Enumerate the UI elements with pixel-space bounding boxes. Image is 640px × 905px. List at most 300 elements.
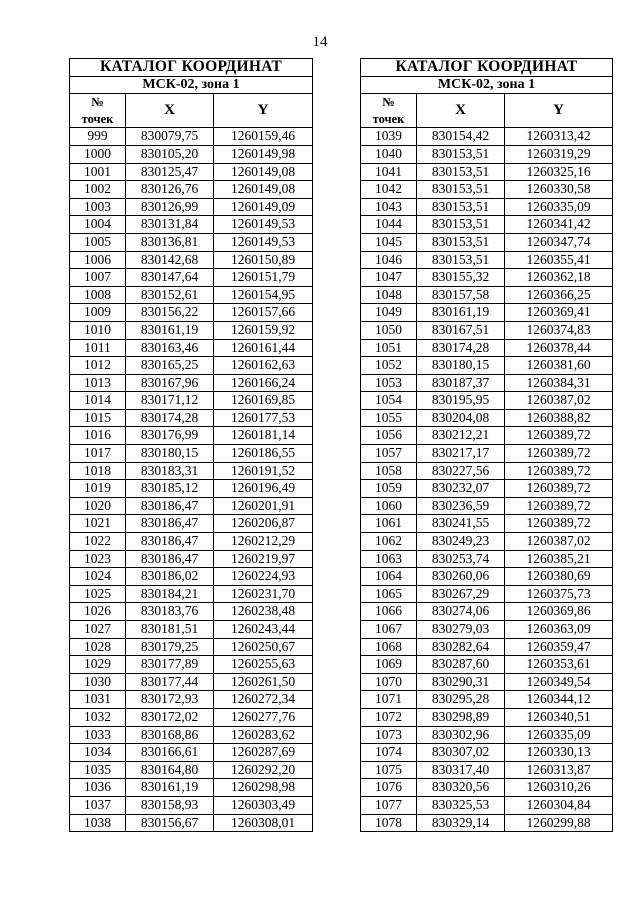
x-coordinate-cell: 830320,56	[417, 779, 505, 797]
x-coordinate-cell: 830183,76	[126, 603, 214, 621]
y-coordinate-cell: 1260277,76	[214, 708, 313, 726]
x-coordinate-cell: 830153,51	[417, 233, 505, 251]
y-coordinate-cell: 1260362,18	[505, 269, 613, 287]
x-coordinate-cell: 830274,06	[417, 603, 505, 621]
y-coordinate-cell: 1260159,46	[214, 128, 313, 146]
table-row	[70, 339, 313, 357]
y-coordinate-cell: 1260389,72	[505, 462, 613, 480]
x-coordinate-cell: 830131,84	[126, 216, 214, 234]
y-coordinate-cell: 1260387,02	[505, 533, 613, 551]
point-number-cell: 1003	[70, 198, 126, 216]
table-row	[361, 409, 613, 427]
x-coordinate-cell: 830164,80	[126, 761, 214, 779]
column-header-point-number	[361, 94, 417, 128]
x-coordinate-cell: 830325,53	[417, 796, 505, 814]
table-row	[70, 744, 313, 762]
table-row	[361, 779, 613, 797]
x-coordinate-cell: 830163,46	[126, 339, 214, 357]
point-number-cell: 1045	[361, 233, 417, 251]
table-row	[361, 638, 613, 656]
table-row	[70, 216, 313, 234]
point-number-cell: 1031	[70, 691, 126, 709]
y-coordinate-cell: 1260344,12	[505, 691, 613, 709]
y-coordinate-cell: 1260389,72	[505, 480, 613, 498]
table-row	[361, 533, 613, 551]
table-row	[70, 321, 313, 339]
table-row	[361, 708, 613, 726]
table-row	[361, 603, 613, 621]
point-number-cell: 1025	[70, 585, 126, 603]
y-coordinate-cell: 1260298,98	[214, 779, 313, 797]
table-row	[70, 638, 313, 656]
y-coordinate-cell: 1260303,49	[214, 796, 313, 814]
table-row	[70, 145, 313, 163]
point-number-cell: 1060	[361, 497, 417, 515]
point-number-cell: 1030	[70, 673, 126, 691]
x-coordinate-cell: 830158,93	[126, 796, 214, 814]
x-coordinate-cell: 830161,19	[126, 779, 214, 797]
table-row	[70, 533, 313, 551]
x-coordinate-cell: 830186,02	[126, 568, 214, 586]
table-row	[361, 251, 613, 269]
y-coordinate-cell: 1260341,42	[505, 216, 613, 234]
point-number-cell: 999	[70, 128, 126, 146]
y-coordinate-cell: 1260151,79	[214, 269, 313, 287]
y-coordinate-cell: 1260304,84	[505, 796, 613, 814]
point-number-cell: 1021	[70, 515, 126, 533]
point-number-cell: 1070	[361, 673, 417, 691]
table-row	[361, 392, 613, 410]
y-coordinate-cell: 1260243,44	[214, 621, 313, 639]
y-coordinate-cell: 1260385,21	[505, 550, 613, 568]
column-header-points-word: точек	[81, 111, 114, 126]
point-number-cell: 1020	[70, 497, 126, 515]
point-number-cell: 1029	[70, 656, 126, 674]
table-row	[70, 286, 313, 304]
y-coordinate-cell: 1260149,09	[214, 198, 313, 216]
table-row	[70, 761, 313, 779]
table-row	[361, 691, 613, 709]
x-coordinate-cell: 830168,86	[126, 726, 214, 744]
point-number-cell: 1006	[70, 251, 126, 269]
point-number-cell: 1051	[361, 339, 417, 357]
point-number-cell: 1057	[361, 445, 417, 463]
point-number-cell: 1063	[361, 550, 417, 568]
y-coordinate-cell: 1260325,16	[505, 163, 613, 181]
x-coordinate-cell: 830136,81	[126, 233, 214, 251]
x-coordinate-cell: 830290,31	[417, 673, 505, 691]
table-row	[361, 621, 613, 639]
table-row	[70, 374, 313, 392]
table-row	[70, 585, 313, 603]
x-coordinate-cell: 830267,29	[417, 585, 505, 603]
x-coordinate-cell: 830126,76	[126, 181, 214, 199]
table-row	[70, 691, 313, 709]
table-row	[70, 779, 313, 797]
coordinate-catalog-left	[69, 58, 313, 832]
point-number-cell: 1061	[361, 515, 417, 533]
y-coordinate-cell: 1260347,74	[505, 233, 613, 251]
y-coordinate-cell: 1260161,44	[214, 339, 313, 357]
column-header-x: X	[126, 94, 214, 128]
point-number-cell: 1071	[361, 691, 417, 709]
table-row	[361, 286, 613, 304]
y-coordinate-cell: 1260154,95	[214, 286, 313, 304]
column-header-y: Y	[214, 94, 313, 128]
point-number-cell: 1054	[361, 392, 417, 410]
x-coordinate-cell: 830307,02	[417, 744, 505, 762]
x-coordinate-cell: 830105,20	[126, 145, 214, 163]
y-coordinate-cell: 1260292,20	[214, 761, 313, 779]
y-coordinate-cell: 1260196,49	[214, 480, 313, 498]
table-row	[361, 656, 613, 674]
table-row	[361, 761, 613, 779]
y-coordinate-cell: 1260238,48	[214, 603, 313, 621]
y-coordinate-cell: 1260389,72	[505, 515, 613, 533]
x-coordinate-cell: 830142,68	[126, 251, 214, 269]
x-coordinate-cell: 830165,25	[126, 357, 214, 375]
table-row	[361, 357, 613, 375]
table-row	[361, 216, 613, 234]
table-row	[70, 796, 313, 814]
x-coordinate-cell: 830126,99	[126, 198, 214, 216]
x-coordinate-cell: 830179,25	[126, 638, 214, 656]
x-coordinate-cell: 830153,51	[417, 181, 505, 199]
y-coordinate-cell: 1260330,13	[505, 744, 613, 762]
x-coordinate-cell: 830186,47	[126, 533, 214, 551]
x-coordinate-cell: 830153,51	[417, 198, 505, 216]
point-number-cell: 1078	[361, 814, 417, 832]
table-row	[361, 673, 613, 691]
table-row	[361, 339, 613, 357]
point-number-cell: 1077	[361, 796, 417, 814]
point-number-cell: 1074	[361, 744, 417, 762]
point-number-cell: 1062	[361, 533, 417, 551]
table-row	[70, 269, 313, 287]
table-row	[361, 374, 613, 392]
y-coordinate-cell: 1260157,66	[214, 304, 313, 322]
point-number-cell: 1011	[70, 339, 126, 357]
x-coordinate-cell: 830153,51	[417, 145, 505, 163]
x-coordinate-cell: 830153,51	[417, 163, 505, 181]
x-coordinate-cell: 830287,60	[417, 656, 505, 674]
catalog-body	[361, 128, 613, 832]
x-coordinate-cell: 830147,64	[126, 269, 214, 287]
catalog-subtitle: МСК-02, зона 1	[70, 76, 313, 94]
table-row	[361, 744, 613, 762]
y-coordinate-cell: 1260363,09	[505, 621, 613, 639]
x-coordinate-cell: 830260,06	[417, 568, 505, 586]
table-row	[70, 462, 313, 480]
y-coordinate-cell: 1260149,98	[214, 145, 313, 163]
x-coordinate-cell: 830195,95	[417, 392, 505, 410]
x-coordinate-cell: 830161,19	[417, 304, 505, 322]
table-row	[70, 304, 313, 322]
x-coordinate-cell: 830227,56	[417, 462, 505, 480]
y-coordinate-cell: 1260250,67	[214, 638, 313, 656]
x-coordinate-cell: 830161,19	[126, 321, 214, 339]
point-number-cell: 1037	[70, 796, 126, 814]
point-number-cell: 1015	[70, 409, 126, 427]
y-coordinate-cell: 1260388,82	[505, 409, 613, 427]
table-row	[70, 181, 313, 199]
table-row	[361, 304, 613, 322]
y-coordinate-cell: 1260319,29	[505, 145, 613, 163]
x-coordinate-cell: 830185,12	[126, 480, 214, 498]
y-coordinate-cell: 1260384,31	[505, 374, 613, 392]
point-number-cell: 1072	[361, 708, 417, 726]
x-coordinate-cell: 830186,47	[126, 550, 214, 568]
column-header-number-sign: №	[91, 95, 104, 110]
table-row	[361, 814, 613, 832]
table-row	[70, 726, 313, 744]
y-coordinate-cell: 1260335,09	[505, 726, 613, 744]
x-coordinate-cell: 830295,28	[417, 691, 505, 709]
point-number-cell: 1012	[70, 357, 126, 375]
table-row	[361, 515, 613, 533]
y-coordinate-cell: 1260330,58	[505, 181, 613, 199]
point-number-cell: 1014	[70, 392, 126, 410]
point-number-cell: 1026	[70, 603, 126, 621]
x-coordinate-cell: 830177,44	[126, 673, 214, 691]
table-row	[70, 550, 313, 568]
point-number-cell: 1039	[361, 128, 417, 146]
table-row	[361, 796, 613, 814]
x-coordinate-cell: 830186,47	[126, 497, 214, 515]
x-coordinate-cell: 830174,28	[417, 339, 505, 357]
y-coordinate-cell: 1260159,92	[214, 321, 313, 339]
point-number-cell: 1017	[70, 445, 126, 463]
point-number-cell: 1009	[70, 304, 126, 322]
table-row	[70, 603, 313, 621]
x-coordinate-cell: 830153,51	[417, 251, 505, 269]
y-coordinate-cell: 1260353,61	[505, 656, 613, 674]
point-number-cell: 1052	[361, 357, 417, 375]
y-coordinate-cell: 1260150,89	[214, 251, 313, 269]
x-coordinate-cell: 830212,21	[417, 427, 505, 445]
y-coordinate-cell: 1260369,86	[505, 603, 613, 621]
y-coordinate-cell: 1260149,08	[214, 163, 313, 181]
y-coordinate-cell: 1260191,52	[214, 462, 313, 480]
y-coordinate-cell: 1260162,63	[214, 357, 313, 375]
point-number-cell: 1073	[361, 726, 417, 744]
table-row	[70, 568, 313, 586]
y-coordinate-cell: 1260369,41	[505, 304, 613, 322]
x-coordinate-cell: 830125,47	[126, 163, 214, 181]
x-coordinate-cell: 830184,21	[126, 585, 214, 603]
point-number-cell: 1032	[70, 708, 126, 726]
y-coordinate-cell: 1260255,63	[214, 656, 313, 674]
catalog-subtitle: МСК-02, зона 1	[361, 76, 613, 94]
point-number-cell: 1043	[361, 198, 417, 216]
table-row	[70, 621, 313, 639]
x-coordinate-cell: 830204,08	[417, 409, 505, 427]
x-coordinate-cell: 830155,32	[417, 269, 505, 287]
point-number-cell: 1058	[361, 462, 417, 480]
point-number-cell: 1018	[70, 462, 126, 480]
point-number-cell: 1028	[70, 638, 126, 656]
table-row	[70, 445, 313, 463]
table-row	[361, 568, 613, 586]
point-number-cell: 1067	[361, 621, 417, 639]
point-number-cell: 1036	[70, 779, 126, 797]
x-coordinate-cell: 830156,22	[126, 304, 214, 322]
point-number-cell: 1035	[70, 761, 126, 779]
point-number-cell: 1010	[70, 321, 126, 339]
y-coordinate-cell: 1260287,69	[214, 744, 313, 762]
table-row	[70, 497, 313, 515]
point-number-cell: 1076	[361, 779, 417, 797]
x-coordinate-cell: 830187,37	[417, 374, 505, 392]
table-row	[361, 128, 613, 146]
y-coordinate-cell: 1260308,01	[214, 814, 313, 832]
table-row	[70, 409, 313, 427]
y-coordinate-cell: 1260389,72	[505, 445, 613, 463]
point-number-cell: 1064	[361, 568, 417, 586]
point-number-cell: 1046	[361, 251, 417, 269]
table-row	[361, 497, 613, 515]
y-coordinate-cell: 1260389,72	[505, 427, 613, 445]
x-coordinate-cell: 830302,96	[417, 726, 505, 744]
point-number-cell: 1049	[361, 304, 417, 322]
y-coordinate-cell: 1260374,83	[505, 321, 613, 339]
x-coordinate-cell: 830253,74	[417, 550, 505, 568]
column-header-point-number	[70, 94, 126, 128]
column-header-number-sign: №	[382, 95, 395, 110]
table-row	[70, 392, 313, 410]
table-row	[70, 163, 313, 181]
point-number-cell: 1027	[70, 621, 126, 639]
y-coordinate-cell: 1260366,25	[505, 286, 613, 304]
point-number-cell: 1048	[361, 286, 417, 304]
x-coordinate-cell: 830236,59	[417, 497, 505, 515]
x-coordinate-cell: 830172,02	[126, 708, 214, 726]
point-number-cell: 1033	[70, 726, 126, 744]
point-number-cell: 1075	[361, 761, 417, 779]
catalog-title: КАТАЛОГ КООРДИНАТ	[361, 59, 613, 77]
x-coordinate-cell: 830154,42	[417, 128, 505, 146]
table-row	[361, 445, 613, 463]
y-coordinate-cell: 1260149,53	[214, 216, 313, 234]
y-coordinate-cell: 1260349,54	[505, 673, 613, 691]
y-coordinate-cell: 1260387,02	[505, 392, 613, 410]
y-coordinate-cell: 1260181,14	[214, 427, 313, 445]
point-number-cell: 1068	[361, 638, 417, 656]
x-coordinate-cell: 830167,96	[126, 374, 214, 392]
x-coordinate-cell: 830317,40	[417, 761, 505, 779]
y-coordinate-cell: 1260375,73	[505, 585, 613, 603]
point-number-cell: 1002	[70, 181, 126, 199]
table-row	[361, 233, 613, 251]
point-number-cell: 1007	[70, 269, 126, 287]
y-coordinate-cell: 1260166,24	[214, 374, 313, 392]
x-coordinate-cell: 830167,51	[417, 321, 505, 339]
table-row	[361, 550, 613, 568]
x-coordinate-cell: 830282,64	[417, 638, 505, 656]
point-number-cell: 1065	[361, 585, 417, 603]
point-number-cell: 1034	[70, 744, 126, 762]
column-header-y: Y	[505, 94, 613, 128]
table-row	[361, 726, 613, 744]
point-number-cell: 1000	[70, 145, 126, 163]
x-coordinate-cell: 830176,99	[126, 427, 214, 445]
x-coordinate-cell: 830079,75	[126, 128, 214, 146]
x-coordinate-cell: 830298,89	[417, 708, 505, 726]
table-row	[361, 427, 613, 445]
y-coordinate-cell: 1260313,42	[505, 128, 613, 146]
table-row	[70, 656, 313, 674]
point-number-cell: 1023	[70, 550, 126, 568]
y-coordinate-cell: 1260340,51	[505, 708, 613, 726]
y-coordinate-cell: 1260219,97	[214, 550, 313, 568]
y-coordinate-cell: 1260224,93	[214, 568, 313, 586]
table-row	[361, 181, 613, 199]
table-row	[70, 515, 313, 533]
table-row	[361, 163, 613, 181]
point-number-cell: 1042	[361, 181, 417, 199]
point-number-cell: 1024	[70, 568, 126, 586]
y-coordinate-cell: 1260283,62	[214, 726, 313, 744]
table-row	[70, 128, 313, 146]
y-coordinate-cell: 1260169,85	[214, 392, 313, 410]
point-number-cell: 1008	[70, 286, 126, 304]
x-coordinate-cell: 830232,07	[417, 480, 505, 498]
table-row	[70, 251, 313, 269]
x-coordinate-cell: 830166,61	[126, 744, 214, 762]
point-number-cell: 1055	[361, 409, 417, 427]
table-row	[70, 233, 313, 251]
point-number-cell: 1019	[70, 480, 126, 498]
column-header-x: X	[417, 94, 505, 128]
y-coordinate-cell: 1260355,41	[505, 251, 613, 269]
table-row	[70, 357, 313, 375]
x-coordinate-cell: 830180,15	[126, 445, 214, 463]
y-coordinate-cell: 1260310,26	[505, 779, 613, 797]
y-coordinate-cell: 1260380,69	[505, 568, 613, 586]
x-coordinate-cell: 830172,93	[126, 691, 214, 709]
y-coordinate-cell: 1260389,72	[505, 497, 613, 515]
point-number-cell: 1059	[361, 480, 417, 498]
point-number-cell: 1053	[361, 374, 417, 392]
x-coordinate-cell: 830152,61	[126, 286, 214, 304]
x-coordinate-cell: 830186,47	[126, 515, 214, 533]
x-coordinate-cell: 830174,28	[126, 409, 214, 427]
x-coordinate-cell: 830249,23	[417, 533, 505, 551]
point-number-cell: 1022	[70, 533, 126, 551]
x-coordinate-cell: 830183,31	[126, 462, 214, 480]
x-coordinate-cell: 830157,58	[417, 286, 505, 304]
y-coordinate-cell: 1260177,53	[214, 409, 313, 427]
x-coordinate-cell: 830156,67	[126, 814, 214, 832]
point-number-cell: 1001	[70, 163, 126, 181]
table-row	[361, 145, 613, 163]
x-coordinate-cell: 830153,51	[417, 216, 505, 234]
coordinate-catalog-right	[360, 58, 613, 832]
table-row	[70, 427, 313, 445]
y-coordinate-cell: 1260212,29	[214, 533, 313, 551]
y-coordinate-cell: 1260149,08	[214, 181, 313, 199]
table-row	[361, 585, 613, 603]
y-coordinate-cell: 1260261,50	[214, 673, 313, 691]
table-row	[361, 198, 613, 216]
point-number-cell: 1069	[361, 656, 417, 674]
point-number-cell: 1044	[361, 216, 417, 234]
table-row	[70, 673, 313, 691]
point-number-cell: 1013	[70, 374, 126, 392]
y-coordinate-cell: 1260231,70	[214, 585, 313, 603]
point-number-cell: 1066	[361, 603, 417, 621]
y-coordinate-cell: 1260378,44	[505, 339, 613, 357]
